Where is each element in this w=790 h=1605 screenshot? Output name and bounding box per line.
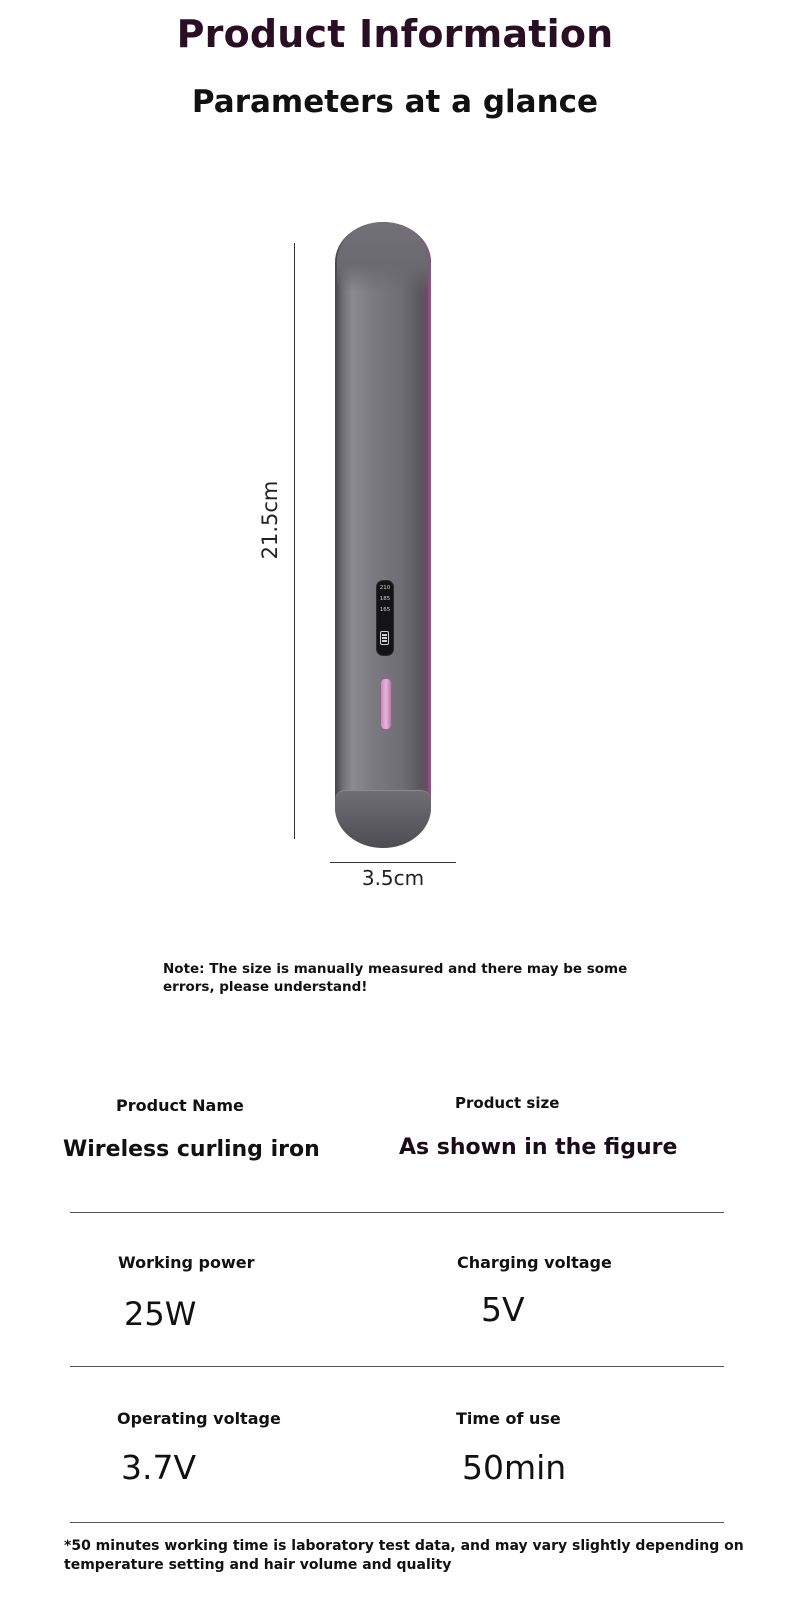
device-top-cap xyxy=(337,222,429,292)
temperature-display xyxy=(376,580,394,656)
divider xyxy=(70,1212,724,1213)
height-dimension-label: 21.5cm xyxy=(258,480,282,560)
width-dimension-line xyxy=(330,862,456,863)
device-bottom-cap xyxy=(335,790,431,848)
measurement-note: Note: The size is manually measured and there may be some errors, please understand! xyxy=(163,961,628,995)
product-name-label: Product Name xyxy=(116,1096,244,1115)
page-title: Product Information xyxy=(176,12,614,56)
operating-voltage-label: Operating voltage xyxy=(117,1409,281,1428)
width-dimension-label: 3.5cm xyxy=(361,866,425,890)
product-name-value: Wireless curling iron xyxy=(63,1137,320,1162)
footnote: *50 minutes working time is laboratory test data, and may vary slightly depending on temperature setting and hair volume and quality xyxy=(64,1538,744,1573)
charging-voltage-label: Charging voltage xyxy=(457,1253,612,1272)
charging-voltage-value: 5V xyxy=(481,1290,525,1329)
divider xyxy=(70,1522,724,1523)
power-button-indicator xyxy=(380,678,392,730)
height-dimension-line xyxy=(294,243,295,839)
product-size-value: As shown in the figure xyxy=(399,1135,678,1160)
product-size-label: Product size xyxy=(455,1094,560,1112)
temp-label-high: 210 xyxy=(379,585,391,591)
divider xyxy=(70,1366,724,1367)
temp-label-mid: 185 xyxy=(379,596,391,602)
temp-label-low: 165 xyxy=(379,607,391,613)
working-power-label: Working power xyxy=(118,1253,255,1272)
operating-voltage-value: 3.7V xyxy=(121,1448,197,1487)
battery-icon xyxy=(380,631,389,645)
time-of-use-label: Time of use xyxy=(456,1409,561,1428)
page-subtitle: Parameters at a glance xyxy=(191,84,599,120)
curling-iron-image xyxy=(335,222,431,847)
time-of-use-value: 50min xyxy=(462,1448,567,1487)
working-power-value: 25W xyxy=(124,1295,197,1333)
